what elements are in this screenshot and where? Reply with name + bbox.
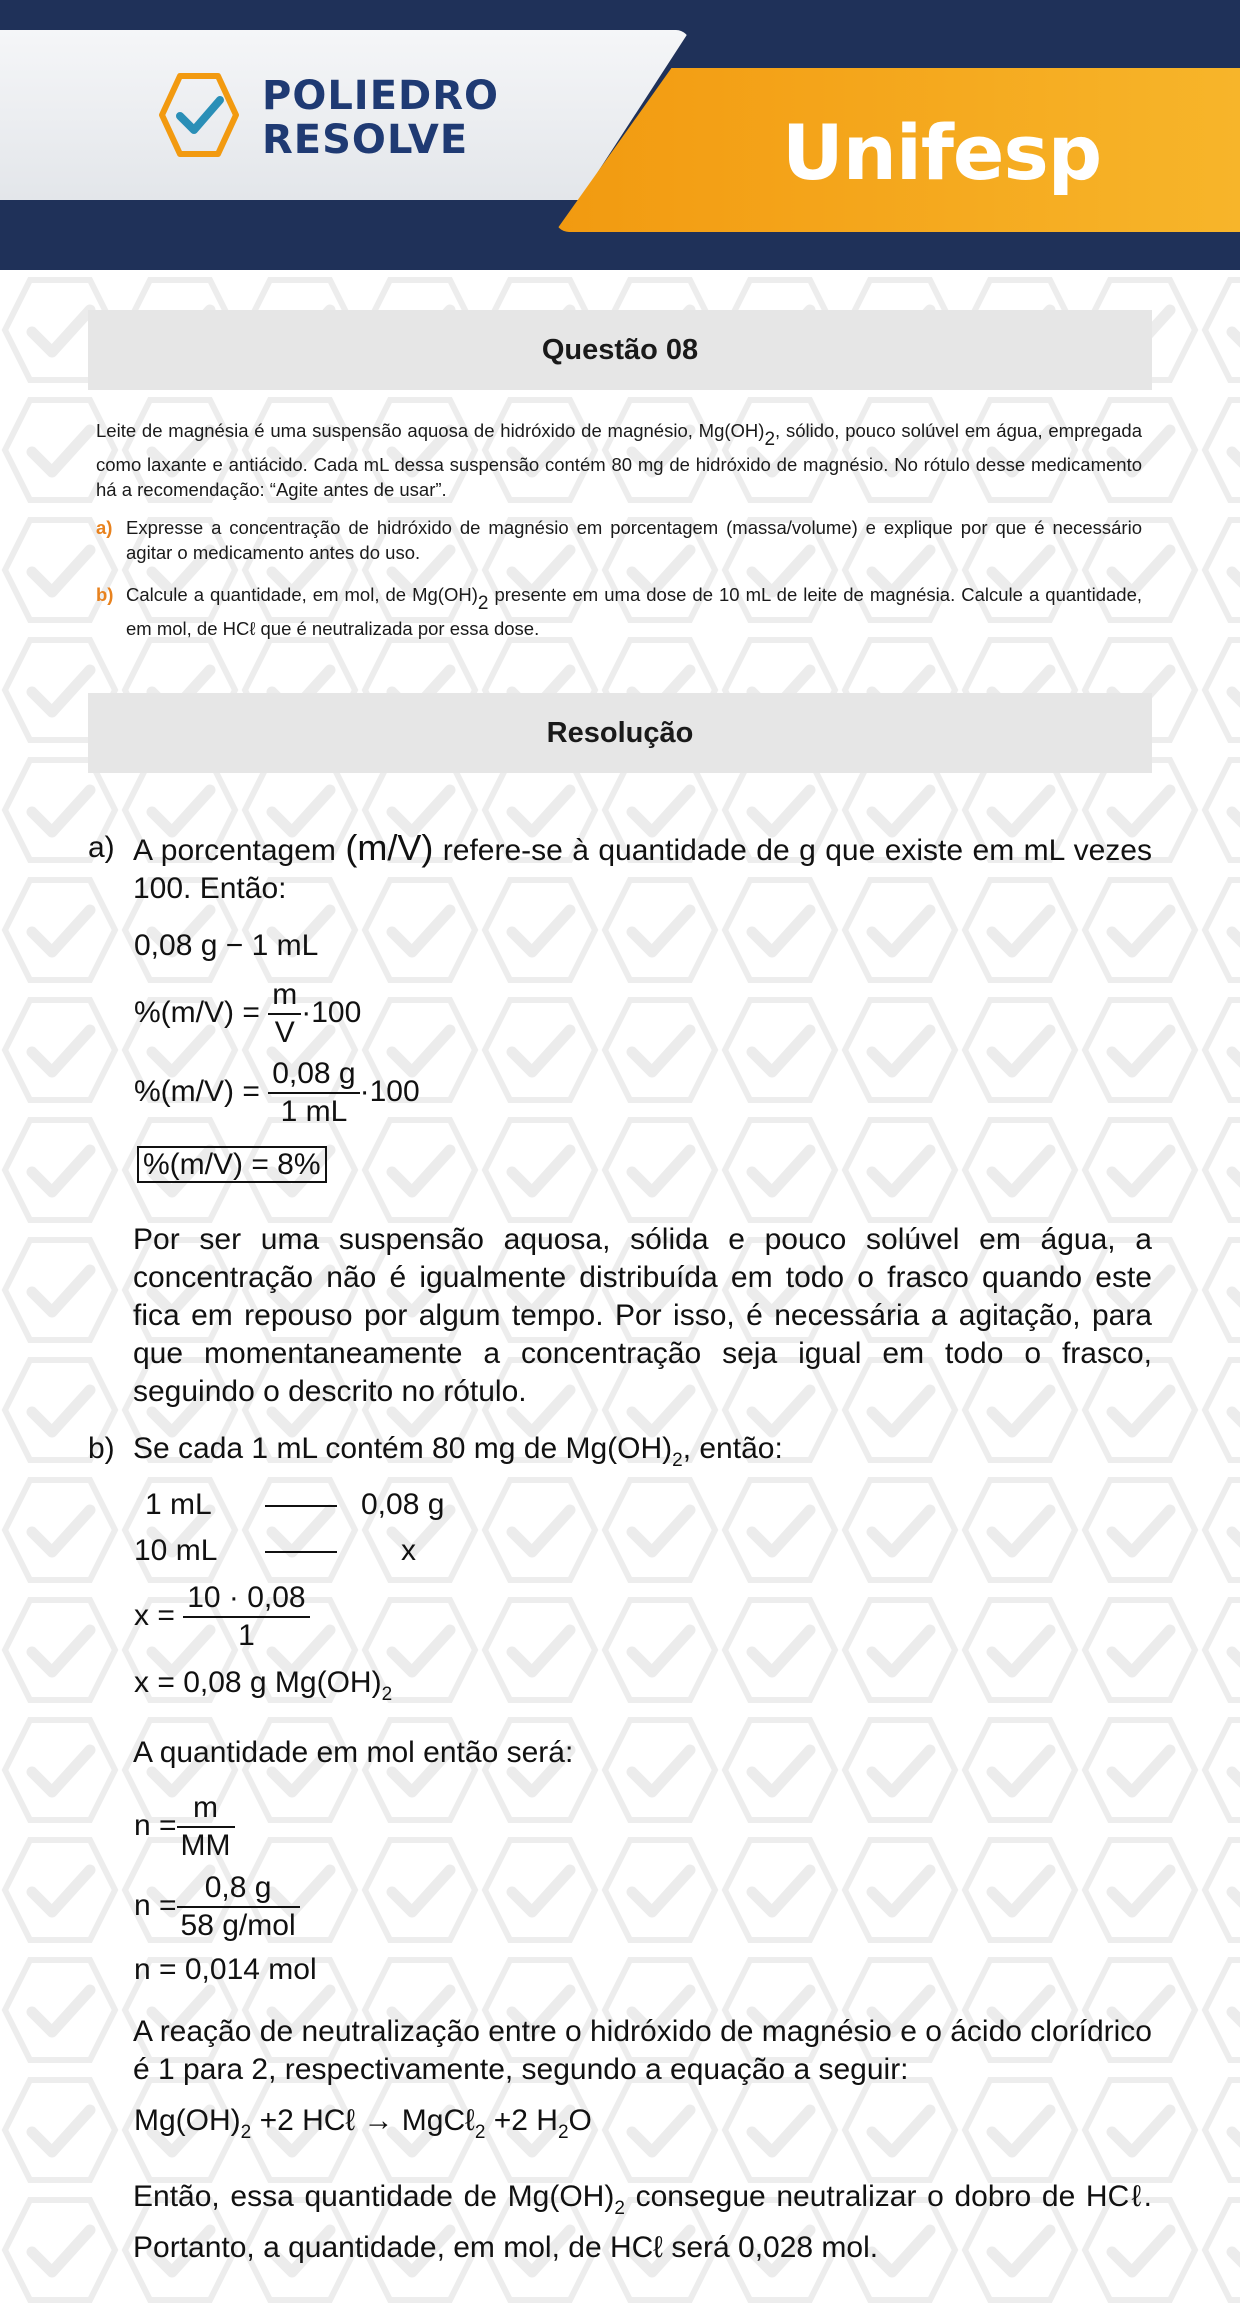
resolution-a-intro: A porcentagem (m/V) refere-se à quantidade de g que existe em mL vezes 100. Então: — [133, 827, 1152, 905]
question-item-a — [96, 515, 1142, 565]
fraction: $\frac{m}{MM}$ — [177, 1790, 235, 1864]
resolution-b-final-1: Então, essa quantidade de $Mg(OH)_2$ consegue neutralizar o dobro de HCℓ. — [133, 2180, 1152, 2219]
logo-line-2: RESOLVE — [262, 117, 469, 163]
resolution-title-bar — [88, 693, 1152, 773]
question-title-bar — [88, 310, 1152, 390]
resolution-a-paragraph: Por ser uma suspensão aquosa, sólida e pouco solúvel em água, a concentração não é igualmente distribuída em todo o frasco quando este fica em repouso por algum tempo. Por isso, é necessária a agitação, para que momentaneamente a concentração seja igual em todo o frasco, seguindo o descrito no rótulo. — [133, 1223, 1152, 1408]
equation-a-2: %(m/V) = $\frac{m}{V}$ ·100 — [134, 978, 362, 1049]
equation-b-n1: n = $\frac{m}{MM}$ — [134, 1790, 235, 1864]
equation-b-x: x = $\frac{10 \cdot 0,08}{1}$ — [134, 1580, 310, 1654]
resolution-label-a: a) — [88, 831, 115, 864]
question-intro: Leite de magnésia é uma suspensão aquosa de hidróxido de magnésio, $Mg(OH)_2$, sólido, pouco solúvel em água, empregada como laxante e antiácido. Cada mL dessa suspensão contém 80 mg de hidróxido de magnésio. No rótulo desse medicamento há a recomendação: “Agite antes de usar”. — [96, 420, 1142, 500]
chemical-equation: $Mg(OH)_2 +2$ HCℓ → MgCℓ$_2$ +2 $H_2O$ — [134, 2104, 592, 2143]
equation-a-3: %(m/V) = $\frac{0,08 g}{1 mL}$ ·100 — [134, 1057, 420, 1128]
item-label: a) — [96, 517, 113, 538]
item-text: Calcule a quantidade, em mol, de $Mg(OH)_2$ presente em uma dose de 10 mL de leite de magnésia. Calcule a quantidade, em mol, de HCℓ que é neutralizada por essa dose. — [126, 584, 1142, 639]
resolution-title: Resolução — [546, 716, 694, 749]
equation-b-x-result: x = 0,08 g $Mg(OH)_2$ — [134, 1666, 393, 1705]
brand-title: Unifesp — [782, 108, 1102, 197]
fraction: $\frac{0,8 g}{\text{58 g/mol}}$ — [177, 1870, 300, 1944]
result-box-a: %(m/V) = 8% — [137, 1148, 327, 1182]
resolution-b-mol-intro: A quantidade em mol então será: — [133, 1736, 574, 1769]
resolution-label-b: b) — [88, 1432, 115, 1465]
resolution-b-reaction-text: A reação de neutralização entre o hidróxido de magnésio e o ácido clorídrico é 1 para 2, respectivamente, segundo a equação a seguir: — [133, 2015, 1152, 2086]
fraction: $\frac{0,08 g}{1 mL}$ — [268, 1056, 359, 1130]
resolution-b-intro: Se cada 1 mL contém 80 mg de $Mg(OH)_2$, então: — [133, 1432, 783, 1471]
item-label: b) — [96, 584, 114, 605]
rule-of-three-row-1: 1 mL 0,08 g — [145, 1488, 445, 1521]
fraction: $\frac{m}{V}$ — [268, 977, 301, 1051]
equation-a-1: 0,08 g − 1 mL — [134, 929, 319, 962]
question-title: Questão 08 — [541, 333, 699, 366]
resolution-b-final-2: Portanto, a quantidade, em mol, de HCℓ será 0,028 mol. — [133, 2231, 879, 2264]
equation-b-n3: n = 0,014 mol — [134, 1953, 317, 1986]
question-item-b — [96, 582, 1142, 641]
equation-b-n2: n = $\frac{0,8 g}{\text{58 g/mol}}$ — [134, 1870, 300, 1944]
fraction: $\frac{10 \cdot 0,08}{1}$ — [183, 1580, 309, 1654]
item-text: Expresse a concentração de hidróxido de magnésio em porcentagem (massa/volume) e explique por que é necessário agitar o medicamento antes do uso. — [126, 517, 1142, 563]
rule-of-three-row-2: 10 mL x — [134, 1534, 416, 1567]
logo-line-1: POLIEDRO — [262, 73, 500, 119]
